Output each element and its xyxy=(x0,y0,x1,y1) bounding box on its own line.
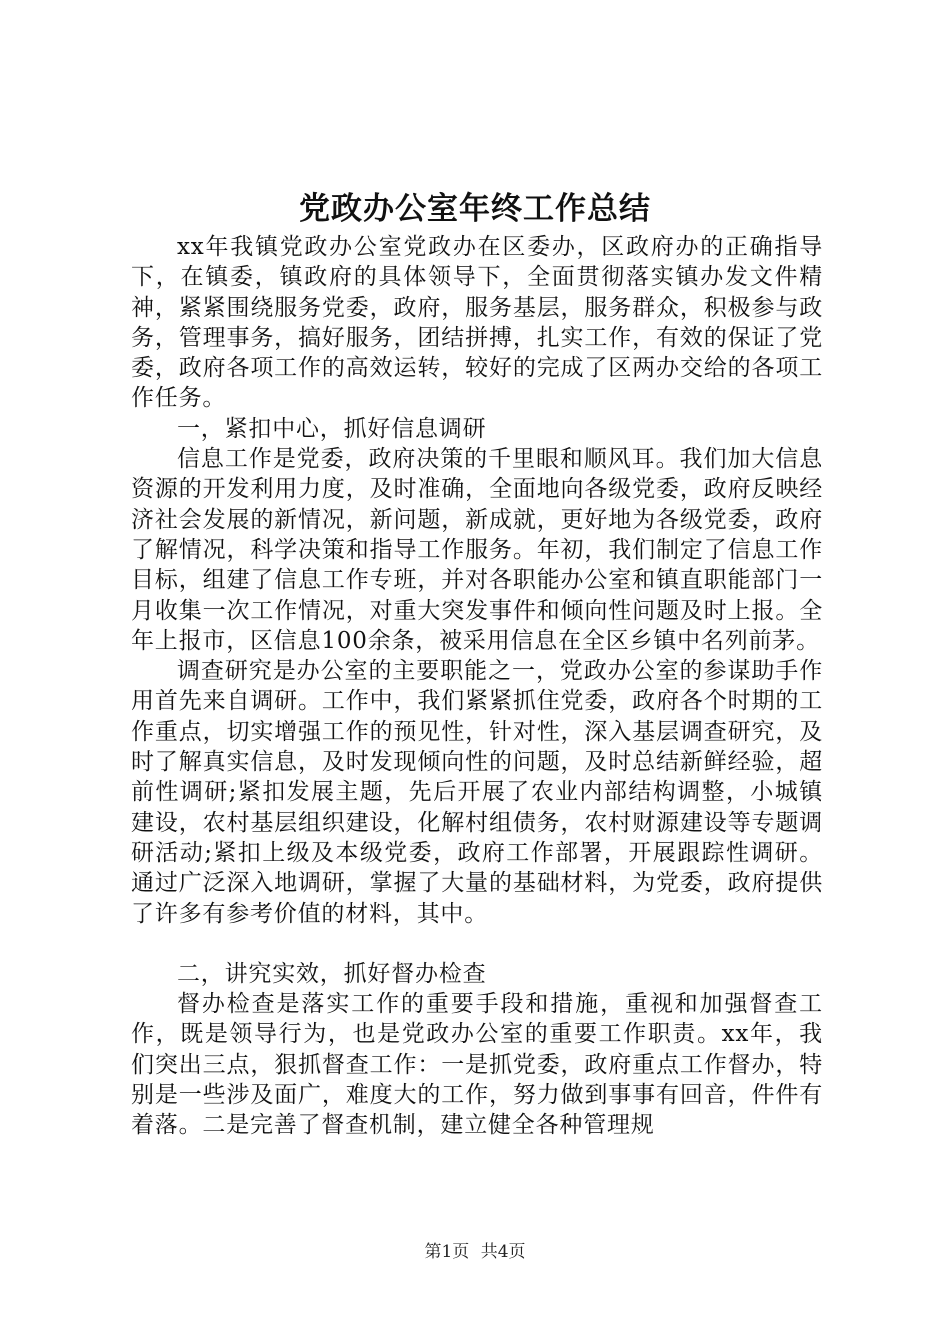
info-work-paragraph: 信息工作是党委，政府决策的千里眼和顺风耳。我们加大信息资源的开发利用力度，及时准确，全面地向各级党委，政府反映经济社会发展的新情况，新问题，新成就，更好地为各级党委，政府了解情况，科学决策和指导工作服务。年初，我们制定了信息工作目标，组建了信息工作专班，并对各职能办公室和镇直职能部门一月收集一次工作情况，对重大突发事件和倾向性问题及时上报。全年上报市，区信息100余条，被采用信息在全区乡镇中名列前茅。 xyxy=(131,446,823,654)
section-heading-2: 二，讲究实效，抓好督办检查 xyxy=(177,960,487,987)
section-heading-1: 一，紧扣中心，抓好信息调研 xyxy=(177,415,487,442)
page-footer xyxy=(0,1240,950,1264)
research-paragraph: 调查研究是办公室的主要职能之一，党政办公室的参谋助手作用首先来自调研。工作中，我们紧紧抓住党委，政府各个时期的工作重点，切实增强工作的预见性，针对性，深入基层调查研究，及时了解真实信息，及时发现倾向性的问题，及时总结新鲜经验，超前性调研;紧扣发展主题，先后开展了农业内部结构调整，小城镇建设，农村基层组织建设，化解村组债务，农村财源建设等专题调研活动;紧扣上级及本级党委，政府工作部署，开展跟踪性调研。通过广泛深入地调研，掌握了大量的基础材料，为党委，政府提供了许多有参考价值的材料，其中。 xyxy=(131,658,823,927)
supervision-paragraph: 督办检查是落实工作的重要手段和措施，重视和加强督查工作，既是领导行为，也是党政办公室的重要工作职责。xx年，我们突出三点，狠抓督查工作：一是抓党委，政府重点工作督办，特别是一些涉及面广，难度大的工作，努力做到事事有回音，件件有着落。二是完善了督查机制，建立健全各种管理规 xyxy=(131,991,823,1139)
intro-paragraph: xx年我镇党政办公室党政办在区委办，区政府办的正确指导下，在镇委，镇政府的具体领导下，全面贯彻落实镇办发文件精神，紧紧围绕服务党委，政府，服务基层，服务群众，积极参与政务，管理事务，搞好服务，团结拼搏，扎实工作，有效的保证了党委，政府各项工作的高效运转，较好的完成了区两办交给的各项工作任务。 xyxy=(131,234,823,412)
document-body xyxy=(131,232,823,1141)
page-number: 第1页 xyxy=(424,1242,470,1262)
page-total: 共4页 xyxy=(480,1242,526,1262)
document-title: 党政办公室年终工作总结 xyxy=(299,191,651,227)
